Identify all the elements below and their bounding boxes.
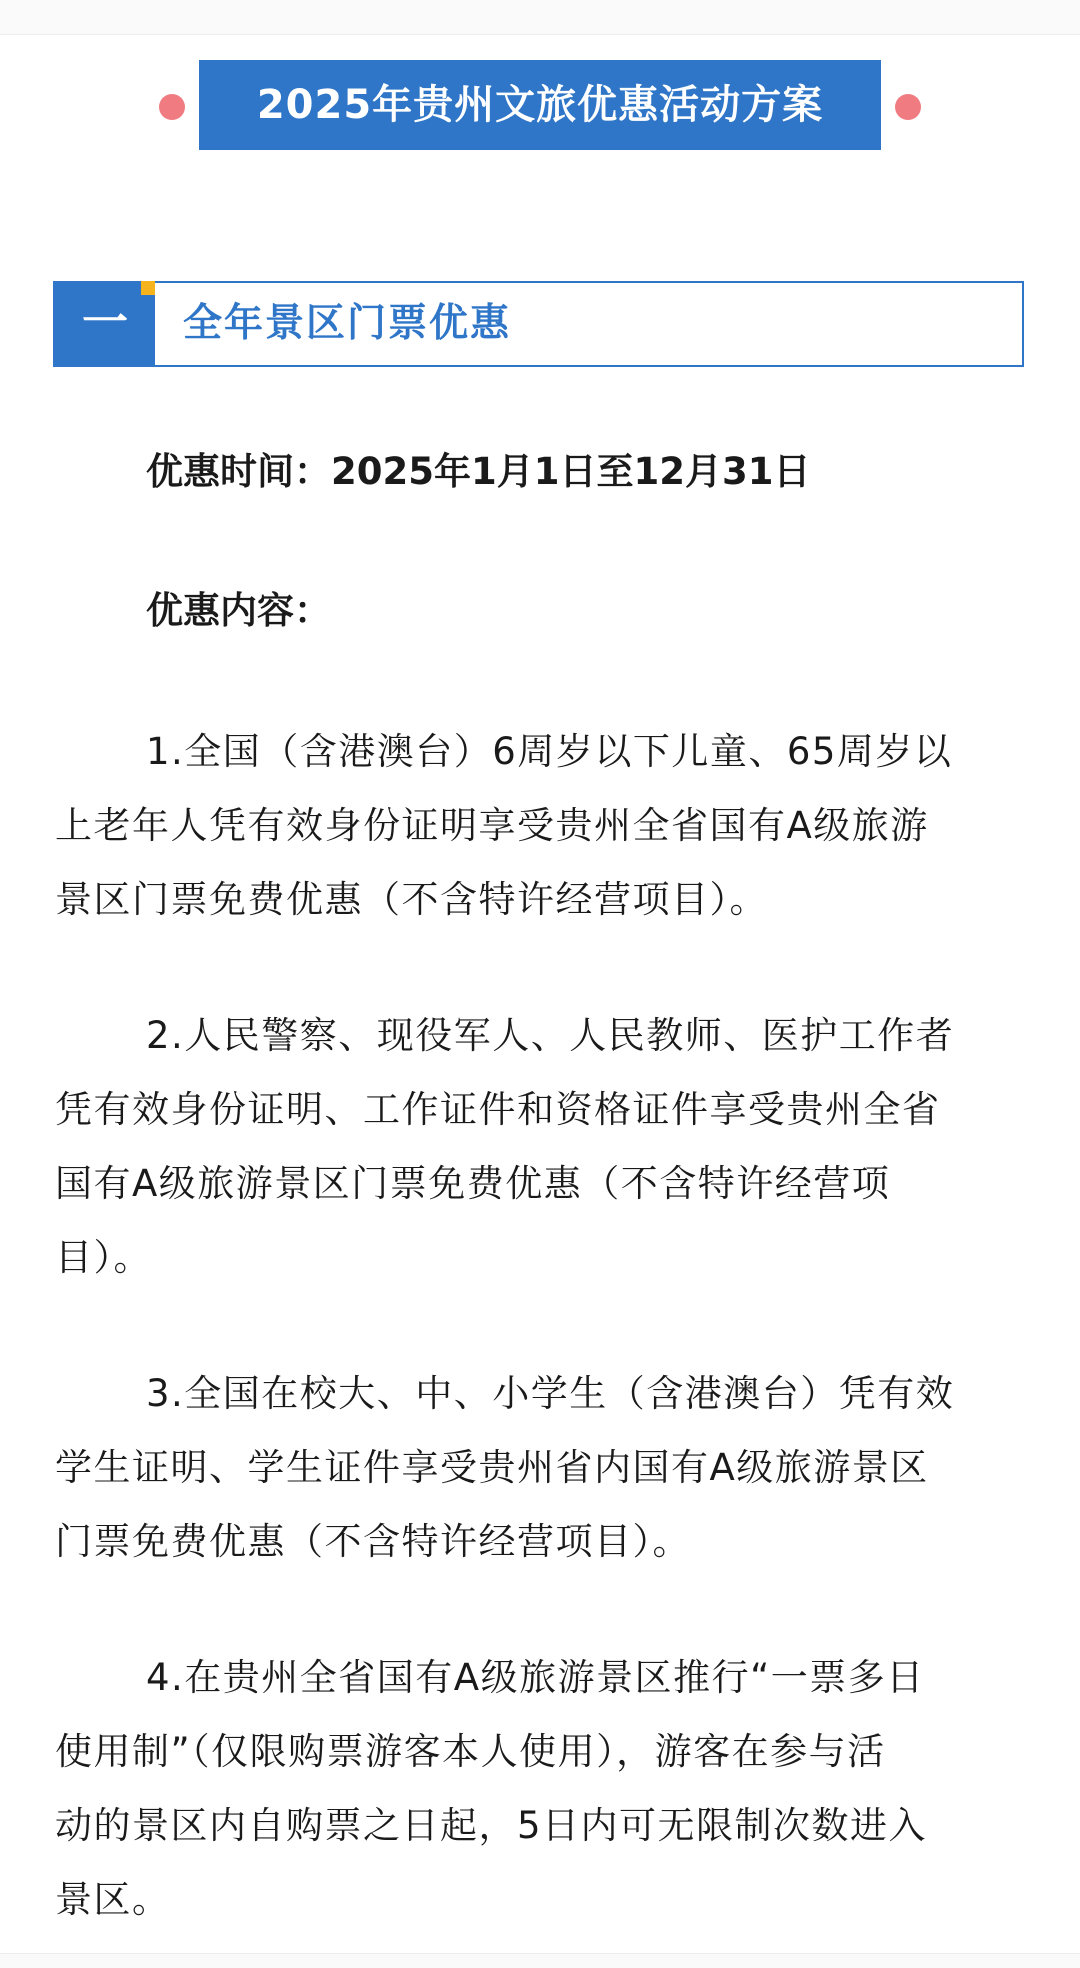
dot-decoration-right [895, 94, 921, 120]
item-1-line-3: 景区门票免费优惠（不含特许经营项目）。 [55, 878, 768, 921]
item-2-line-1: 2.人民警察、现役军人、人民教师、医护工作者 [146, 1014, 955, 1057]
section-number: 一 [55, 283, 155, 365]
item-2-line-2: 凭有效身份证明、工作证件和资格证件享受贵州全省 [55, 1088, 941, 1131]
page-title: 2025年贵州文旅优惠活动方案 [199, 60, 881, 150]
item-1-line-2: 上老年人凭有效身份证明享受贵州全省国有A级旅游 [55, 804, 929, 847]
section-header [53, 281, 1024, 367]
dot-decoration-left [159, 94, 185, 120]
item-3-line-3: 门票免费优惠（不含特许经营项目）。 [55, 1520, 691, 1563]
item-4-line-1: 4.在贵州全省国有A级旅游景区推行“一票多日 [146, 1656, 925, 1699]
section-corner-accent [141, 281, 155, 295]
item-4-line-3: 动的景区内自购票之日起，5日内可无限制次数进入 [55, 1804, 928, 1847]
item-3-line-1: 3.全国在校大、中、小学生（含港澳台）凭有效 [146, 1372, 955, 1415]
item-4-line-2: 使用制”（仅限购票游客本人使用），游客在参与活 [55, 1730, 886, 1773]
section-title: 全年景区门票优惠 [183, 301, 512, 346]
title-banner [0, 60, 1080, 150]
item-2-line-4: 目）。 [55, 1236, 152, 1279]
promo-period: 优惠时间：2025年1月1日至12月31日 [146, 450, 811, 493]
item-2-line-3: 国有A级旅游景区门票免费优惠（不含特许经营项 [55, 1162, 891, 1205]
item-3-line-2: 学生证明、学生证件享受贵州省内国有A级旅游景区 [55, 1446, 929, 1489]
bottom-divider [0, 1953, 1080, 1968]
item-4-line-4: 景区。 [55, 1878, 171, 1921]
top-divider [0, 0, 1080, 35]
item-1-line-1: 1.全国（含港澳台）6周岁以下儿童、65周岁以 [146, 730, 953, 773]
content-heading: 优惠内容： [146, 589, 331, 632]
